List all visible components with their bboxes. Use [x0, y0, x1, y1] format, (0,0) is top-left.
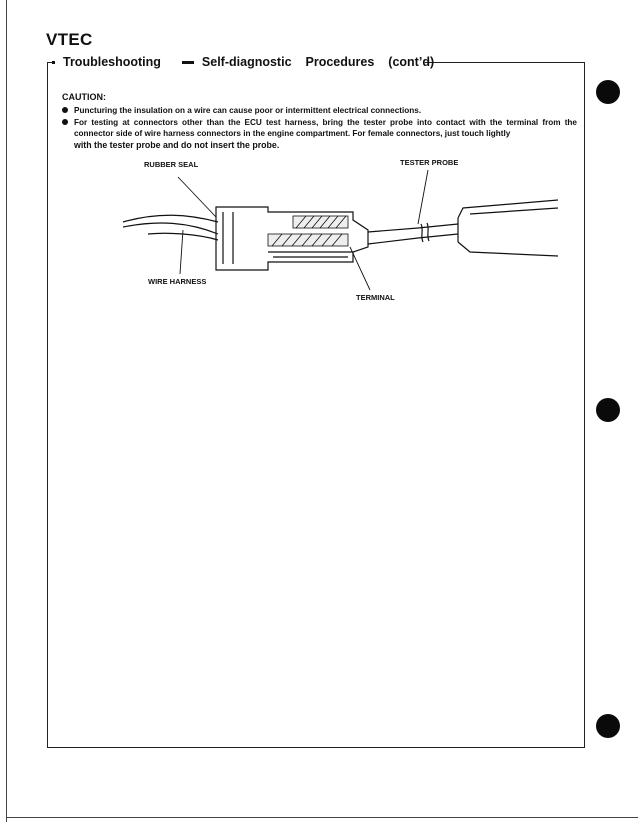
wire-lower-line — [123, 223, 218, 234]
probe-break-2 — [427, 223, 429, 241]
page-edge-left — [6, 0, 7, 822]
bullet-icon — [52, 61, 55, 64]
probe-tip-lower — [368, 238, 418, 244]
bullet-dot-icon — [62, 119, 68, 125]
section-heading — [52, 55, 434, 69]
caution-block — [62, 92, 577, 152]
probe-shaft-upper — [418, 224, 458, 228]
section-word-2: Self-diagnostic — [201, 55, 292, 69]
probe-shaft-lower — [418, 234, 458, 238]
section-word-3: Procedures — [305, 55, 375, 69]
bullet-dot-icon — [62, 107, 68, 113]
caution-item-2 — [62, 117, 577, 151]
terminal-leader — [350, 247, 370, 290]
caution-item-2-text: For testing at connectors other than the ECU test harness, bring the tester probe into contact with the terminal from the connector side of wire harness connectors in the engine compartment. For female connectors, just touch lightly — [74, 118, 577, 138]
label-tester-probe: TESTER PROBE — [400, 158, 459, 167]
caution-item-2-last-line: with the tester probe and do not insert the probe. — [74, 140, 280, 150]
wire-upper-line — [123, 215, 218, 222]
probe-tip-upper — [368, 228, 418, 232]
label-terminal: TERMINAL — [356, 293, 395, 302]
page-edge-bottom — [6, 817, 638, 818]
caution-title: CAUTION: — [62, 92, 106, 102]
dash-icon — [182, 61, 194, 64]
probe-handle-bottom — [458, 242, 558, 256]
probe-handle-highlight — [470, 208, 558, 214]
connector-probe-drawing — [118, 152, 558, 312]
probe-break-1 — [421, 224, 423, 242]
caution-item-1-text: Puncturing the insulation on a wire can cause poor or intermittent electrical connections. — [74, 106, 422, 115]
section-word-4: (cont’d) — [388, 55, 435, 69]
page-title: VTEC — [46, 30, 93, 49]
section-word-1: Troubleshooting — [63, 55, 161, 69]
caution-item-1 — [62, 105, 577, 116]
rubber-seal-leader — [178, 177, 216, 217]
binder-hole-icon — [596, 714, 620, 738]
connector-probe-illustration — [118, 152, 558, 312]
label-wire-harness: WIRE HARNESS — [148, 277, 207, 286]
label-rubber-seal: RUBBER SEAL — [144, 160, 199, 169]
binder-hole-icon — [596, 80, 620, 104]
wire-harness-leader — [180, 230, 183, 274]
binder-hole-icon — [596, 398, 620, 422]
frame-top-line — [425, 62, 584, 63]
tester-probe-leader — [418, 170, 428, 224]
